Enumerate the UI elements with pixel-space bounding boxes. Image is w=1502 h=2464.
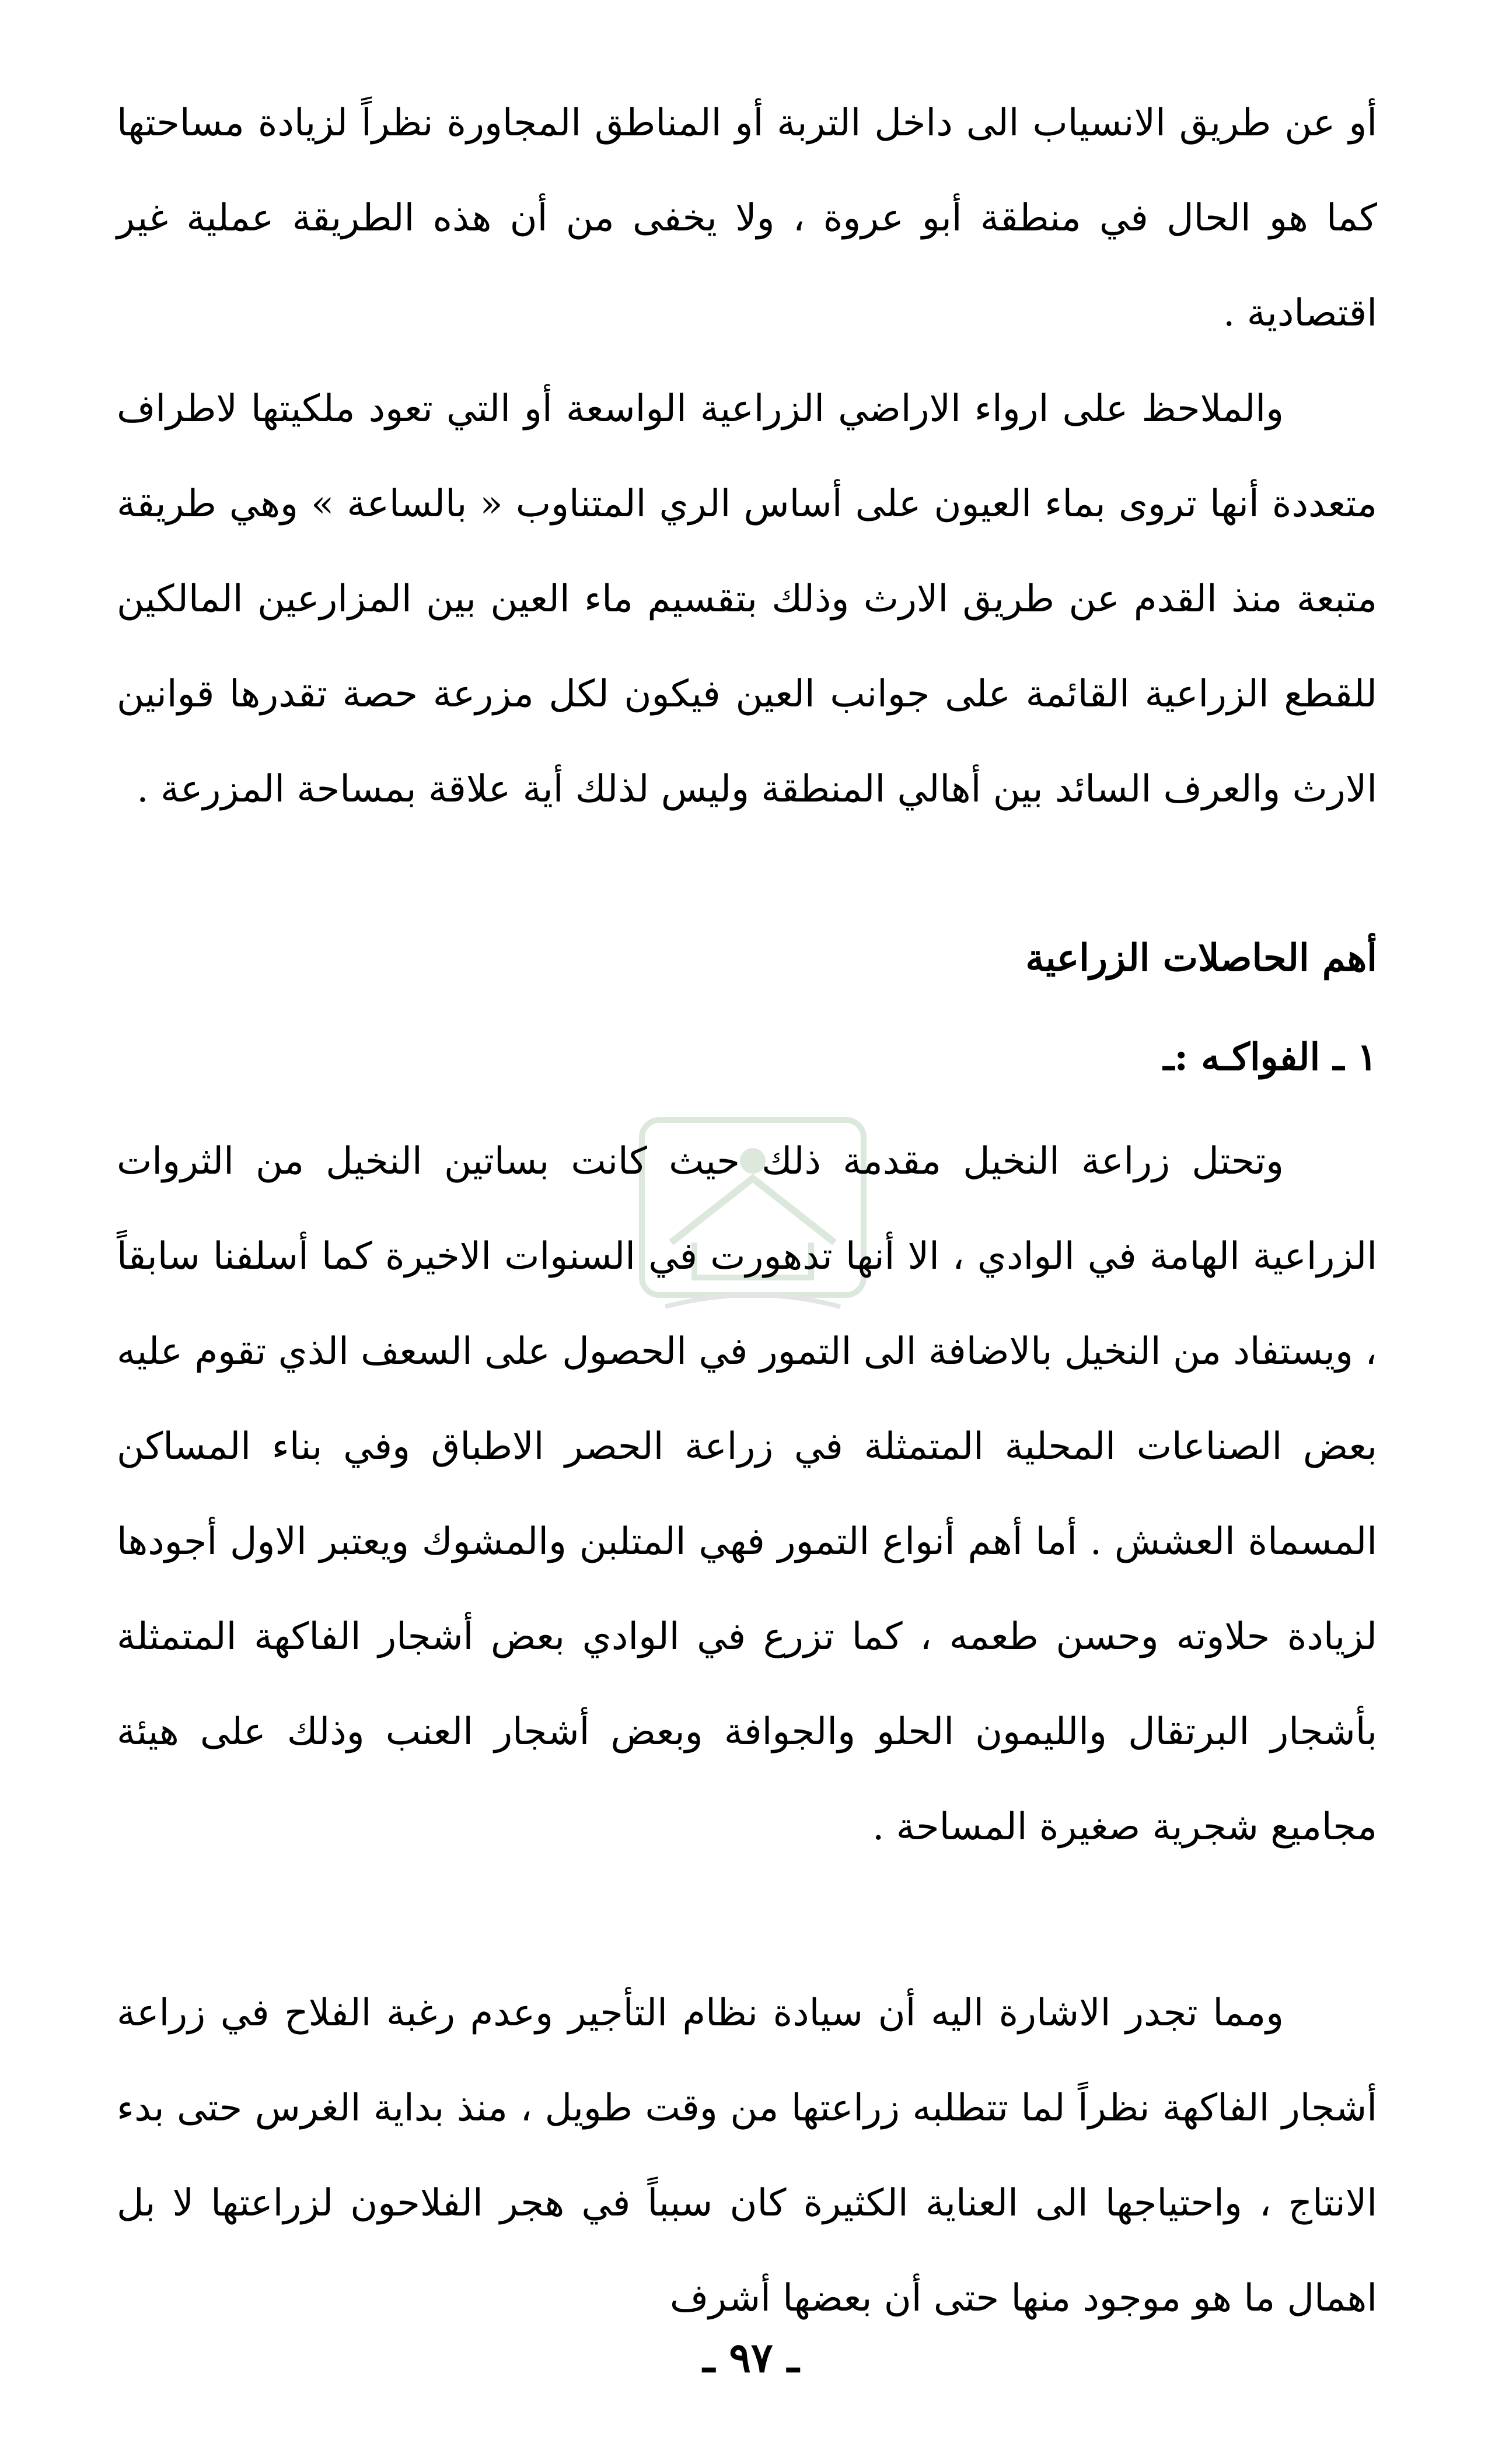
page-number: ـ ٩٧ ـ bbox=[703, 2333, 799, 2382]
section-title: أهم الحاصلات الزراعية bbox=[1025, 936, 1377, 980]
paragraph-3-text: وتحتل زراعة النخيل مقدمة ذلك حيث كانت بساتين النخيل من الثروات الزراعية الهامة في الوادي ، الا أنها تدهورت في السنوات الاخيرة كما أسلفنا سابقاً ، ويستفاد من النخيل بالاضافة الى التمور في الحصول على السعف الذي تقوم عليه بعض الصناعات المحلية المتمثلة في زراعة الحصر الاطباق وفي بناء المساكن المسماة العشش . أما أهم أنواع التمور فهي المتلبن والمشوك ويعتبر الاول أجودها لزيادة حلاوته وحسن طعمه ، كما تزرع في الوادي بعض أشجار الفاكهة المتمثلة بأشجار البرتقال والليمون الحلو والجوافة وبعض أشجار العنب وذلك على هيئة مجاميع شجرية صغيرة المساحة . bbox=[117, 1140, 1377, 1849]
paragraph-1-text: أو عن طريق الانسياب الى داخل التربة أو المناطق المجاورة نظراً لزيادة مساحتها كما هو الحال في منطقة أبو عروة ، ولا يخفى من أن هذه الطريقة عملية غير اقتصادية . bbox=[117, 102, 1378, 335]
paragraph-2 bbox=[117, 362, 1377, 837]
subsection-title: ١ ـ الفواكـه :ـ bbox=[1163, 1035, 1377, 1079]
paragraph-4-text: ومما تجدر الاشارة اليه أن سيادة نظام التأجير وعدم رغبة الفلاح في زراعة أشجار الفاكهة نظراً لما تتطلبه زراعتها من وقت طويل ، منذ بداية الغرس حتى بدء الانتاج ، واحتياجها الى العناية الكثيرة كان سبباً في هجر الفلاحون لزراعتها لا بل اهمال ما هو موجود منها حتى أن بعضها أشرف bbox=[117, 1992, 1378, 2320]
paragraph-3 bbox=[117, 1114, 1377, 1875]
paragraph-1 bbox=[117, 76, 1377, 361]
paragraph-4 bbox=[117, 1966, 1377, 2346]
paragraph-2-text: والملاحظ على ارواء الاراضي الزراعية الواسعة أو التي تعود ملكيتها لاطراف متعددة أنها تروى بماء العيون على أساس الري المتناوب « بالساعة » وهي طريقة متبعة منذ القدم عن طريق الارث وذلك بتقسيم ماء العين بين المزارعين المالكين للقطع الزراعية القائمة على جوانب العين فيكون لكل مزرعة حصة تقدرها قوانين الارث والعرف السائد بين أهالي المنطقة وليس لذلك أية علاقة بمساحة المزرعة . bbox=[117, 387, 1378, 811]
